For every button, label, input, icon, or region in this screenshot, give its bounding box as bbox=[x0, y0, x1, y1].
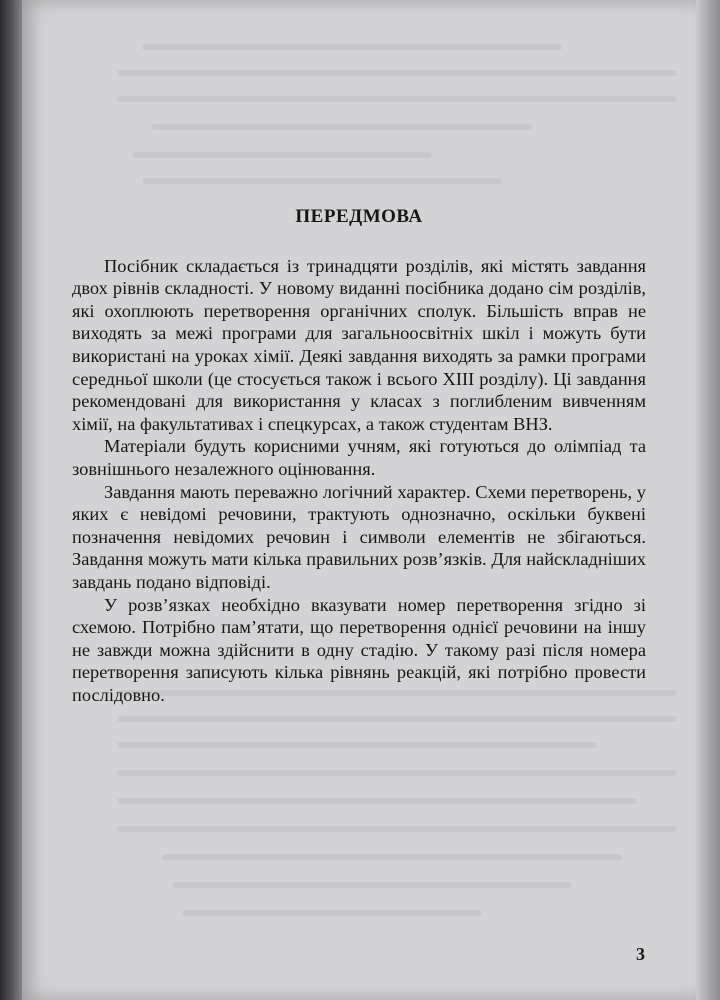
preface-text bbox=[72, 206, 646, 706]
paragraph-4: У розв’язках необхідно вказувати номер перетворення згідно зі схемою. Потрібно пам’ятати, що перетворення однієї речовини на іншу не завжди можна здійснити в одну стадію. У такому разі після номера перетворення записують кілька рівнянь реакцій, які потрібно провести послідовно. bbox=[72, 594, 646, 705]
show-through-line bbox=[117, 770, 677, 776]
show-through-line bbox=[142, 44, 562, 50]
show-through-line bbox=[117, 798, 637, 804]
show-through-line bbox=[117, 716, 677, 722]
show-through-line bbox=[117, 96, 677, 102]
paragraph-2: Матеріали будуть корисними учням, які готуються до олімпіад та зовнішнього незалежного оцінювання. bbox=[72, 436, 646, 479]
show-through-line bbox=[117, 70, 677, 76]
page-number: 3 bbox=[636, 944, 645, 964]
paragraph-3: Завдання мають переважно логічний характер. Схеми перетворень, у яких є невідомі речовини, трактують однозначно, оскільки буквені позначення невідомих речовин і символи елементів не збігаються. Завдання можуть мати кілька правильних розв’язків. Для найскладніших завдань подано відповіді. bbox=[72, 481, 646, 592]
show-through-line bbox=[172, 882, 572, 888]
show-through-line bbox=[142, 178, 502, 184]
show-through-line bbox=[152, 124, 532, 130]
show-through-line bbox=[132, 152, 432, 158]
paragraph-1: Посібник складається із тринадцяти розділів, які містять завдання двох рівнів складності. У новому виданні посібника додано сім розділів, які охоплюють перетворення органічних сполук. Більшість вправ не виходять за межі програми для загальноосвітніх шкіл і можуть бути використані на уроках хімії. Деякі завдання виходять за рамки програми середньої школи (це стосується також і всього XIII розділу). Ці завдання рекомендовані для використання у класах з поглибленим вивченням хімії, на факультативах і спецкурсах, а також студентам ВНЗ. bbox=[72, 255, 646, 434]
show-through-line bbox=[117, 742, 597, 748]
show-through-line bbox=[117, 826, 677, 832]
page-edge bbox=[696, 0, 720, 1000]
show-through-line bbox=[182, 910, 482, 916]
show-through-line bbox=[162, 854, 622, 860]
page-title: ПЕРЕДМОВА bbox=[295, 206, 423, 227]
